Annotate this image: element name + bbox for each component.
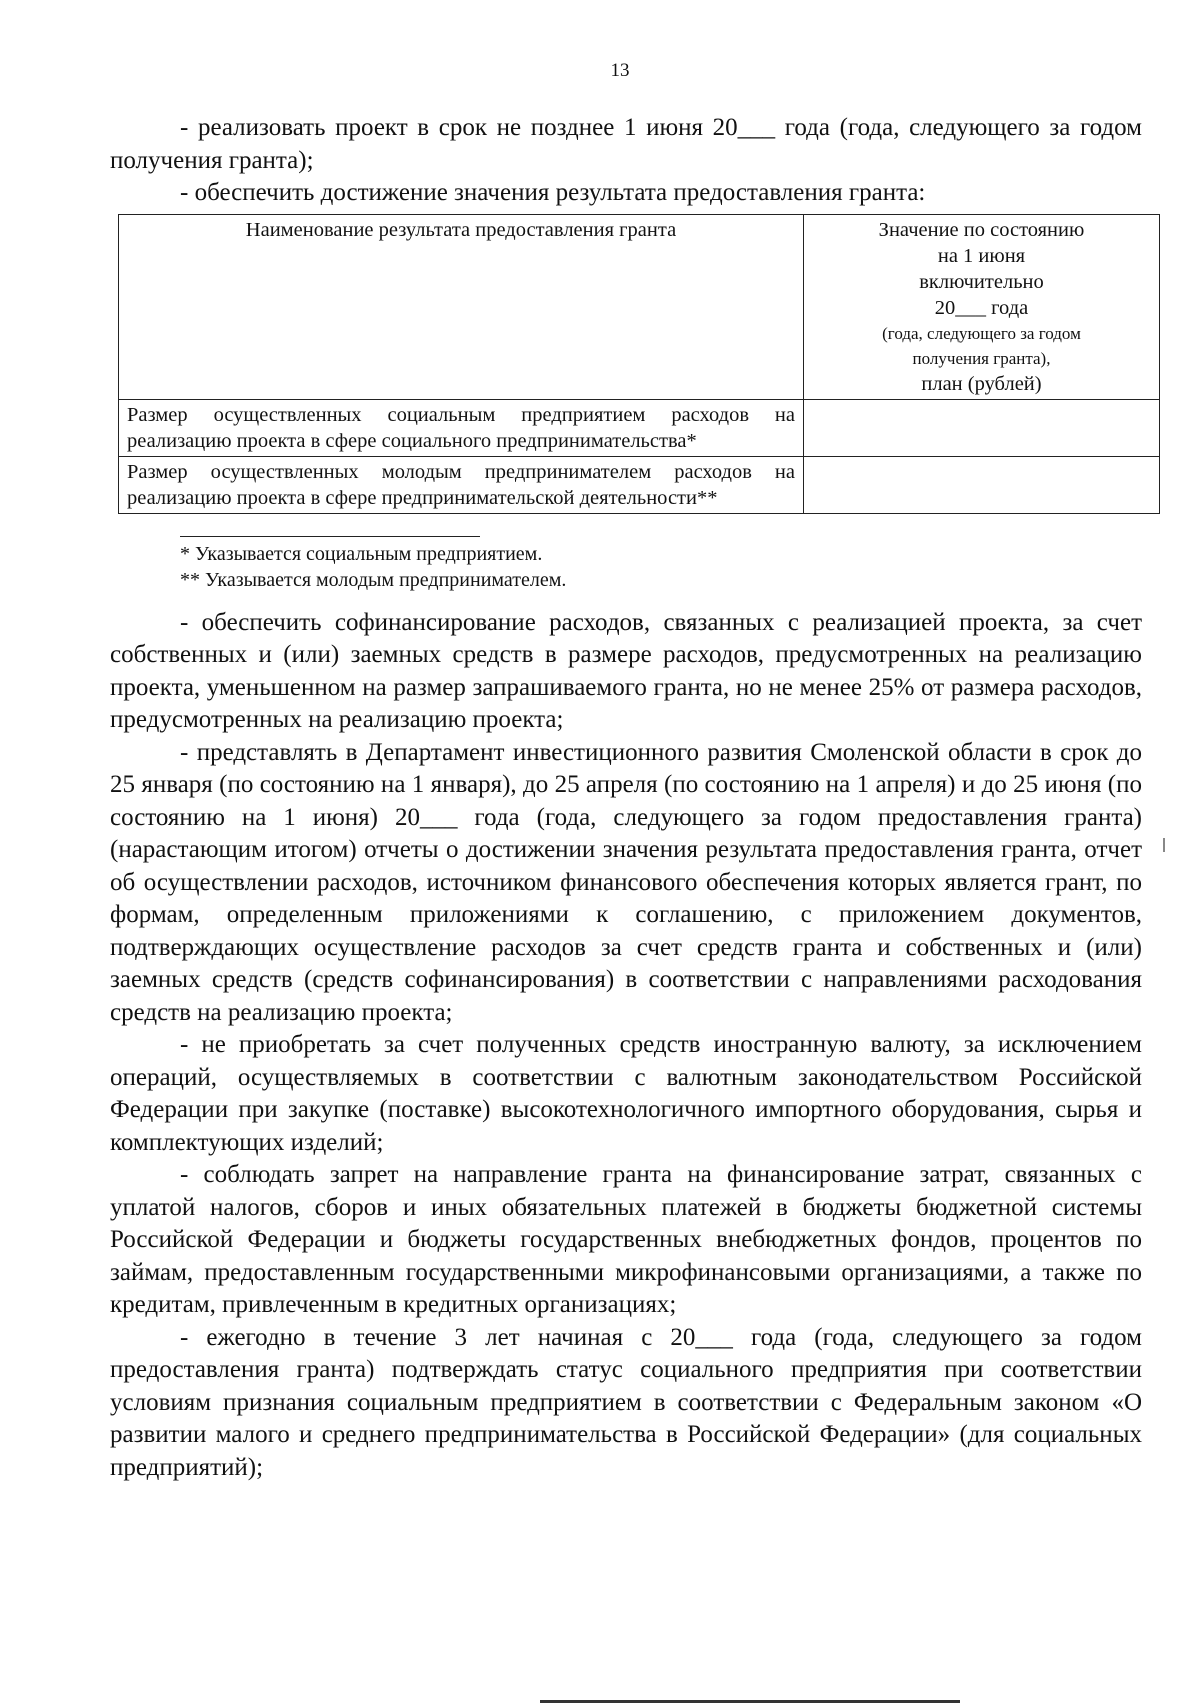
header-value-line: 20___ года — [934, 296, 1029, 319]
header-value-note: получения гранта), — [912, 348, 1051, 368]
paragraph-prohibition: - соблюдать запрет на направление гранта на финансирование затрат, связанных с уплатой налогов, сборов и иных обязательных платежей в бюджеты бюджетной системы Российской Федерации и бюджеты государственных внебюджетных фондов, процентов по займам, предоставленным государственными микрофинансовыми организациями, а также по кредитам, привлеченным в кредитных организациях; — [110, 1161, 1142, 1318]
page-number: 13 — [610, 60, 630, 81]
document-body — [110, 112, 1142, 1484]
spacer — [110, 593, 1142, 607]
table-row — [119, 399, 1160, 456]
footnote-divider — [180, 536, 480, 537]
scan-mark — [1163, 838, 1165, 852]
table-cell-name: Размер осуществленных социальным предприятием расходов на реализацию проекта в сфере социального предпринимательства* — [119, 399, 804, 456]
footnotes — [180, 541, 1142, 593]
table-header-row — [119, 214, 1160, 399]
paragraph-reporting: - представлять в Департамент инвестиционного развития Смоленской области в срок до 25 января (по состоянию на 1 января), до 25 апреля (по состоянию на 1 апреля) и до 25 июня (по состоянию на 1 июня) 20___ года (года, следующего за годом предоставления гранта) (нарастающим итогом) отчеты о достижении значения результата предоставления гранта, отчет об осуществлении расходов, источником финансового обеспечения которых является грант, по формам, определенным приложениями к соглашению, с приложением документов, подтверждающих осуществление расходов за счет средств гранта и собственных и (или) заемных средств (средств софинансирования) в соответствии с направлениями расходования средств на реализацию проекта; — [110, 738, 1142, 1026]
header-value-line: включительно — [919, 270, 1044, 293]
paragraph-cofinancing: - обеспечить софинансирование расходов, связанных с реализацией проекта, за счет собственных и (или) заемных средств в размере расходов, предусмотренных на реализацию проекта, уменьшенном на размер запрашиваемого гранта, но не менее 25% от размера расходов, предусмотренных на реализацию проекта; — [110, 608, 1142, 733]
paragraph-status: - ежегодно в течение 3 лет начиная с 20___ года (года, следующего за годом предоставления гранта) подтверждать статус социального предприятия при соответствии условиям признания социальным предприятием в соответствии с Федеральным законом «О развитии малого и среднего предпринимательства в Российской Федерации» (для социальных предприятий); — [110, 1323, 1142, 1481]
paragraph-result-intro: - обеспечить достижение значения результата предоставления гранта: — [180, 179, 926, 206]
header-value-note: (года, следующего за годом — [882, 323, 1081, 343]
header-value-line: на 1 июня — [937, 244, 1026, 267]
table-header-value — [804, 214, 1160, 399]
header-value-line: Значение по состоянию — [878, 218, 1085, 241]
table-cell-value — [804, 399, 1160, 456]
paragraph-deadline: - реализовать проект в срок не позднее 1 июня 20___ года (года, следующего за годом получения гранта); — [110, 114, 1142, 174]
result-table — [118, 214, 1160, 514]
paragraph-currency: - не приобретать за счет полученных средств иностранную валюту, за исключением операций, осуществляемых в соответствии с валютным законодательством Российской Федерации при закупке (поставке) высокотехнологичного импортного оборудования, сырья и комплектующих изделий; — [110, 1031, 1142, 1156]
footnote: * Указывается социальным предприятием. — [180, 542, 543, 565]
table-cell-name: Размер осуществленных молодым предпринимателем расходов на реализацию проекта в сфере предпринимательской деятельности** — [119, 456, 804, 513]
scan-edge-line — [540, 1700, 960, 1703]
header-value-plan: план (рублей) — [921, 372, 1042, 395]
table-row — [119, 456, 1160, 513]
table-cell-value — [804, 456, 1160, 513]
table-header-name: Наименование результата предоставления гранта — [119, 214, 804, 399]
footnote: ** Указывается молодым предпринимателем. — [180, 568, 567, 591]
